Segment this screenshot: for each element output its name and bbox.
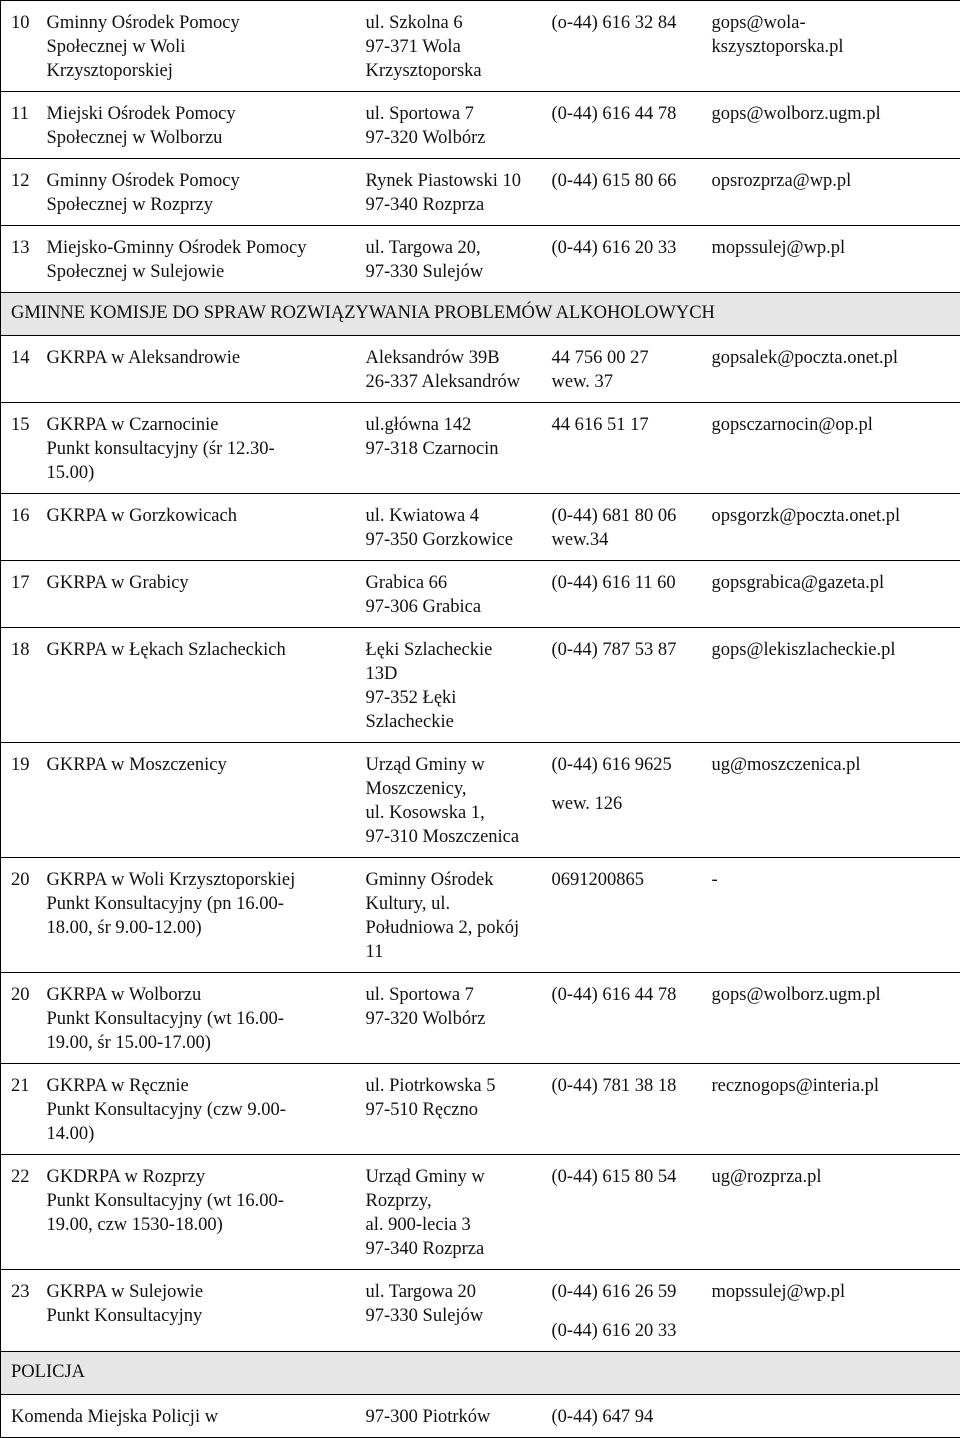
address-line: ul.główna 142 bbox=[366, 413, 549, 437]
address-line: Urząd Gminy w bbox=[366, 1165, 549, 1189]
email bbox=[709, 628, 960, 743]
row-number: 10 bbox=[1, 1, 47, 92]
address-line: Rozprzy, bbox=[366, 1189, 549, 1213]
row-number: 18 bbox=[1, 628, 47, 743]
phone-line: (0-44) 616 26 59 bbox=[552, 1280, 709, 1304]
institution-name-line: GKRPA w Sulejowie bbox=[47, 1280, 363, 1304]
phone-line: 0691200865 bbox=[552, 868, 709, 892]
address-line: Urząd Gminy w bbox=[366, 753, 549, 777]
table-row bbox=[1, 403, 960, 494]
address-line: 97-330 Sulejów bbox=[366, 1304, 549, 1328]
email bbox=[709, 973, 960, 1064]
police-phone: (0-44) 647 94 bbox=[549, 1395, 960, 1438]
address-line: Gminny Ośrodek bbox=[366, 868, 549, 892]
institution-name-line: Miejski Ośrodek Pomocy bbox=[47, 102, 363, 126]
phone-line: (0-44) 616 20 33 bbox=[552, 236, 709, 260]
address-line: 97-510 Ręczno bbox=[366, 1098, 549, 1122]
email-line: mopssulej@wp.pl bbox=[712, 236, 960, 260]
address-line: 97-350 Gorzkowice bbox=[366, 528, 549, 552]
institution-name bbox=[47, 226, 363, 293]
address-line: 26-337 Aleksandrów bbox=[366, 370, 549, 394]
phone bbox=[549, 159, 709, 226]
phone bbox=[549, 403, 709, 494]
phone bbox=[549, 1064, 709, 1155]
table-row bbox=[1, 336, 960, 403]
address-line: Rynek Piastowski 10 bbox=[366, 169, 549, 193]
address bbox=[363, 1064, 549, 1155]
phone bbox=[549, 1155, 709, 1270]
email bbox=[709, 1155, 960, 1270]
row-number: 17 bbox=[1, 561, 47, 628]
phone-line: (0-44) 681 80 06 bbox=[552, 504, 709, 528]
address-line: 13D bbox=[366, 662, 549, 686]
institution-name-line: GKRPA w Czarnocinie bbox=[47, 413, 363, 437]
institution-name bbox=[47, 1155, 363, 1270]
address-line: 97-320 Wolbórz bbox=[366, 1007, 549, 1031]
row-number: 14 bbox=[1, 336, 47, 403]
address-line: 97-371 Wola bbox=[366, 35, 549, 59]
address bbox=[363, 92, 549, 159]
institution-name-line: GKRPA w Wolborzu bbox=[47, 983, 363, 1007]
ops-rows bbox=[1, 1, 960, 293]
address bbox=[363, 1155, 549, 1270]
institution-name bbox=[47, 336, 363, 403]
email-line: gopsalek@poczta.onet.pl bbox=[712, 346, 960, 370]
row-number: 20 bbox=[1, 973, 47, 1064]
phone bbox=[549, 92, 709, 159]
address-line: 97-340 Rozprza bbox=[366, 1237, 549, 1261]
address-line: ul. Szkolna 6 bbox=[366, 11, 549, 35]
email bbox=[709, 858, 960, 973]
institution-name-line: Gminny Ośrodek Pomocy bbox=[47, 169, 363, 193]
email bbox=[709, 336, 960, 403]
email bbox=[709, 1270, 960, 1352]
email-line: recznogops@interia.pl bbox=[712, 1074, 960, 1098]
email-line: gops@lekiszlacheckie.pl bbox=[712, 638, 960, 662]
address-line: Południowa 2, pokój bbox=[366, 916, 549, 940]
email bbox=[709, 1, 960, 92]
address-line: ul. Sportowa 7 bbox=[366, 102, 549, 126]
email bbox=[709, 403, 960, 494]
institution-name bbox=[47, 1064, 363, 1155]
email-line: kszysztoporska.pl bbox=[712, 35, 960, 59]
institution-name-line: 14.00) bbox=[47, 1122, 363, 1146]
email bbox=[709, 159, 960, 226]
institution-name bbox=[47, 973, 363, 1064]
phone-line: (o-44) 616 32 84 bbox=[552, 11, 709, 35]
phone bbox=[549, 561, 709, 628]
address-line: 97-340 Rozprza bbox=[366, 193, 549, 217]
institution-name-line: Społecznej w Wolborzu bbox=[47, 126, 363, 150]
phone-line: 44 616 51 17 bbox=[552, 413, 709, 437]
address-line: 97-352 Łęki bbox=[366, 686, 549, 710]
phone bbox=[549, 973, 709, 1064]
email bbox=[709, 494, 960, 561]
table-row bbox=[1, 92, 960, 159]
institution-name bbox=[47, 403, 363, 494]
institution-name-line: GKRPA w Moszczenicy bbox=[47, 753, 363, 777]
row-number: 13 bbox=[1, 226, 47, 293]
section-header-gminne: GMINNE KOMISJE DO SPRAW ROZWIĄZYWANIA PROBLEMÓW ALKOHOLOWYCH bbox=[1, 293, 960, 336]
email bbox=[709, 561, 960, 628]
table-row bbox=[1, 1155, 960, 1270]
email-line: gopsczarnocin@op.pl bbox=[712, 413, 960, 437]
phone-line: (0-44) 616 11 60 bbox=[552, 571, 709, 595]
phone-line: wew.34 bbox=[552, 528, 709, 552]
row-number: 16 bbox=[1, 494, 47, 561]
email-line: - bbox=[712, 868, 960, 892]
institution-name-line: Punkt Konsultacyjny bbox=[47, 1304, 363, 1328]
institution-name-line: Miejsko-Gminny Ośrodek Pomocy bbox=[47, 236, 363, 260]
phone-line: (0-44) 615 80 54 bbox=[552, 1165, 709, 1189]
email-line: opsgorzk@poczta.onet.pl bbox=[712, 504, 960, 528]
email-line: gopsgrabica@gazeta.pl bbox=[712, 571, 960, 595]
institution-name-line: Krzysztoporskiej bbox=[47, 59, 363, 83]
institution-name-line: Punkt Konsultacyjny (wt 16.00- bbox=[47, 1189, 363, 1213]
email bbox=[709, 743, 960, 858]
email-line: gops@wolborz.ugm.pl bbox=[712, 102, 960, 126]
address-line: ul. Targowa 20, bbox=[366, 236, 549, 260]
address-line: 11 bbox=[366, 940, 549, 964]
address bbox=[363, 628, 549, 743]
row-number: 12 bbox=[1, 159, 47, 226]
address-line: ul. Kwiatowa 4 bbox=[366, 504, 549, 528]
address bbox=[363, 1270, 549, 1352]
email-line: gops@wolborz.ugm.pl bbox=[712, 983, 960, 1007]
email-line: opsrozprza@wp.pl bbox=[712, 169, 960, 193]
address bbox=[363, 226, 549, 293]
phone bbox=[549, 1, 709, 92]
institution-name-line: GKRPA w Aleksandrowie bbox=[47, 346, 363, 370]
phone bbox=[549, 858, 709, 973]
institution-name-line: GKRPA w Grabicy bbox=[47, 571, 363, 595]
address bbox=[363, 858, 549, 973]
gkrpa-rows bbox=[1, 336, 960, 1352]
address-line: ul. Kosowska 1, bbox=[366, 801, 549, 825]
phone-line: (0-44) 616 44 78 bbox=[552, 102, 709, 126]
address-line: 97-310 Moszczenica bbox=[366, 825, 549, 849]
address bbox=[363, 159, 549, 226]
address-line: 97-318 Czarnocin bbox=[366, 437, 549, 461]
phone bbox=[549, 336, 709, 403]
table-row bbox=[1, 226, 960, 293]
institution-name bbox=[47, 858, 363, 973]
table-row bbox=[1, 1064, 960, 1155]
address-line: 97-330 Sulejów bbox=[366, 260, 549, 284]
police-address: 97-300 Piotrków bbox=[363, 1395, 549, 1438]
address-line: Kultury, ul. bbox=[366, 892, 549, 916]
row-number: 23 bbox=[1, 1270, 47, 1352]
table-row bbox=[1, 628, 960, 743]
institution-name-line: Społecznej w Woli bbox=[47, 35, 363, 59]
address-line: ul. Sportowa 7 bbox=[366, 983, 549, 1007]
institution-name-line: Punkt Konsultacyjny (wt 16.00- bbox=[47, 1007, 363, 1031]
institution-name-line: Gminny Ośrodek Pomocy bbox=[47, 11, 363, 35]
address bbox=[363, 743, 549, 858]
institution-name-line: Punkt Konsultacyjny (pn 16.00- bbox=[47, 892, 363, 916]
phone-line: wew. 37 bbox=[552, 370, 709, 394]
address bbox=[363, 494, 549, 561]
address-line: 97-306 Grabica bbox=[366, 595, 549, 619]
phone bbox=[549, 1270, 709, 1352]
table-row bbox=[1, 561, 960, 628]
email-line: ug@rozprza.pl bbox=[712, 1165, 960, 1189]
institution-name-line: Punkt Konsultacyjny (czw 9.00- bbox=[47, 1098, 363, 1122]
row-number: 22 bbox=[1, 1155, 47, 1270]
row-number: 11 bbox=[1, 92, 47, 159]
phone-line: (0-44) 616 9625 bbox=[552, 753, 709, 777]
institution-name bbox=[47, 494, 363, 561]
email-line: ug@moszczenica.pl bbox=[712, 753, 960, 777]
address-line: ul. Targowa 20 bbox=[366, 1280, 549, 1304]
table-row bbox=[1, 494, 960, 561]
phone-line bbox=[552, 1304, 709, 1319]
table-row bbox=[1, 973, 960, 1064]
phone-line bbox=[552, 777, 709, 792]
row-number: 19 bbox=[1, 743, 47, 858]
email-line: mopssulej@wp.pl bbox=[712, 1280, 960, 1304]
row-number: 21 bbox=[1, 1064, 47, 1155]
address bbox=[363, 336, 549, 403]
institution-name bbox=[47, 159, 363, 226]
section-header-policja: POLICJA bbox=[1, 1352, 960, 1395]
phone bbox=[549, 628, 709, 743]
address-line: Szlacheckie bbox=[366, 710, 549, 734]
institution-name-line: Społecznej w Sulejowie bbox=[47, 260, 363, 284]
email bbox=[709, 92, 960, 159]
table-row-policja bbox=[1, 1395, 960, 1438]
address bbox=[363, 1, 549, 92]
institution-name bbox=[47, 561, 363, 628]
address-line: Łęki Szlacheckie bbox=[366, 638, 549, 662]
phone-line: (0-44) 615 80 66 bbox=[552, 169, 709, 193]
email bbox=[709, 1064, 960, 1155]
phone-line: (0-44) 616 20 33 bbox=[552, 1319, 709, 1343]
institution-name-line: Społecznej w Rozprzy bbox=[47, 193, 363, 217]
phone-line: (0-44) 787 53 87 bbox=[552, 638, 709, 662]
address bbox=[363, 561, 549, 628]
table-row bbox=[1, 159, 960, 226]
table-row bbox=[1, 1270, 960, 1352]
row-number: 15 bbox=[1, 403, 47, 494]
phone bbox=[549, 743, 709, 858]
police-name: Komenda Miejska Policji w bbox=[1, 1395, 363, 1438]
institution-name-line: Punkt konsultacyjny (śr 12.30- bbox=[47, 437, 363, 461]
email bbox=[709, 226, 960, 293]
phone-line: (0-44) 616 44 78 bbox=[552, 983, 709, 1007]
phone-line: (0-44) 781 38 18 bbox=[552, 1074, 709, 1098]
phone-line: 44 756 00 27 bbox=[552, 346, 709, 370]
institution-name bbox=[47, 743, 363, 858]
address-line: Aleksandrów 39B bbox=[366, 346, 549, 370]
institution-name bbox=[47, 628, 363, 743]
address-line: Krzysztoporska bbox=[366, 59, 549, 83]
table-row bbox=[1, 743, 960, 858]
phone bbox=[549, 226, 709, 293]
institution-name-line: GKRPA w Łękach Szlacheckich bbox=[47, 638, 363, 662]
phone-line: wew. 126 bbox=[552, 792, 709, 816]
institution-name-line: 15.00) bbox=[47, 461, 363, 485]
address bbox=[363, 403, 549, 494]
institution-name bbox=[47, 1, 363, 92]
email-line: gops@wola- bbox=[712, 11, 960, 35]
address-line: Grabica 66 bbox=[366, 571, 549, 595]
address-line: ul. Piotrkowska 5 bbox=[366, 1074, 549, 1098]
row-number: 20 bbox=[1, 858, 47, 973]
institution-name-line: GKDRPA w Rozprzy bbox=[47, 1165, 363, 1189]
institution-name-line: GKRPA w Woli Krzysztoporskiej bbox=[47, 868, 363, 892]
institution-name bbox=[47, 92, 363, 159]
address-line: al. 900-lecia 3 bbox=[366, 1213, 549, 1237]
address-line: Moszczenicy, bbox=[366, 777, 549, 801]
table-row bbox=[1, 858, 960, 973]
institution-name bbox=[47, 1270, 363, 1352]
table-row bbox=[1, 1, 960, 92]
institution-name-line: 18.00, śr 9.00-12.00) bbox=[47, 916, 363, 940]
institution-name-line: 19.00, czw 1530-18.00) bbox=[47, 1213, 363, 1237]
address-line: 97-320 Wolbórz bbox=[366, 126, 549, 150]
address bbox=[363, 973, 549, 1064]
phone bbox=[549, 494, 709, 561]
institution-name-line: 19.00, śr 15.00-17.00) bbox=[47, 1031, 363, 1055]
institution-name-line: GKRPA w Ręcznie bbox=[47, 1074, 363, 1098]
institution-name-line: GKRPA w Gorzkowicach bbox=[47, 504, 363, 528]
